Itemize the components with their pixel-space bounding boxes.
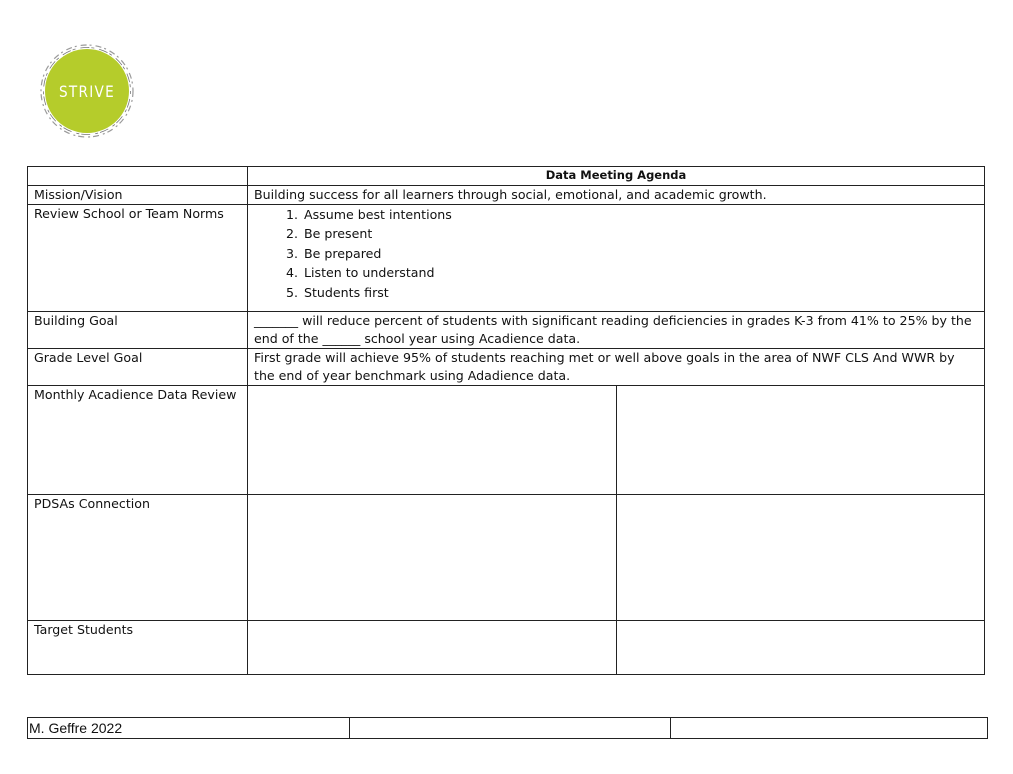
pdsas-cell-right[interactable] xyxy=(616,495,985,621)
norm-item: 1. Assume best intentions xyxy=(302,205,978,224)
pdsas-label: PDSAs Connection xyxy=(28,495,248,621)
norms-label: Review School or Team Norms xyxy=(28,205,248,312)
norms-row xyxy=(28,205,985,312)
monthly-review-cell-left[interactable] xyxy=(248,386,617,495)
norm-item: 2. Be present xyxy=(302,224,978,243)
norm-item: 5. Students first xyxy=(302,283,978,302)
title-row-blank-cell xyxy=(28,167,248,186)
strive-logo xyxy=(38,44,136,138)
target-students-cell-right[interactable] xyxy=(616,621,985,675)
target-students-cell-left[interactable] xyxy=(248,621,617,675)
footer-table xyxy=(27,717,988,739)
mission-row xyxy=(28,186,985,205)
title-row xyxy=(28,167,985,186)
building-goal-text: _______ will reduce percent of students with significant reading deficiencies in grades K-3 from 41% to 25% by the end of the ______ school year using Acadience data. xyxy=(248,312,985,349)
footer-cell-right xyxy=(671,718,988,739)
grade-goal-label: Grade Level Goal xyxy=(28,349,248,386)
target-students-label: Target Students xyxy=(28,621,248,675)
norm-item: 4. Listen to understand xyxy=(302,263,978,282)
building-goal-row xyxy=(28,312,985,349)
norm-item: 3. Be prepared xyxy=(302,244,978,263)
mission-label: Mission/Vision xyxy=(28,186,248,205)
agenda-table xyxy=(27,166,985,675)
grade-goal-text: First grade will achieve 95% of students reaching met or well above goals in the area of NWF CLS And WWR by the end of year benchmark using Adadience data. xyxy=(248,349,985,386)
footer-author: M. Geffre 2022 xyxy=(28,718,350,739)
footer-cell-middle xyxy=(350,718,671,739)
grade-goal-row xyxy=(28,349,985,386)
norms-cell xyxy=(248,205,985,312)
norms-list xyxy=(254,205,978,302)
monthly-review-cell-right[interactable] xyxy=(616,386,985,495)
agenda-title: Data Meeting Agenda xyxy=(248,167,985,186)
pdsas-row xyxy=(28,495,985,621)
monthly-review-label: Monthly Acadience Data Review xyxy=(28,386,248,495)
target-students-row xyxy=(28,621,985,675)
mission-text: Building success for all learners through social, emotional, and academic growth. xyxy=(248,186,985,205)
building-goal-label: Building Goal xyxy=(28,312,248,349)
pdsas-cell-left[interactable] xyxy=(248,495,617,621)
footer-row xyxy=(28,718,988,739)
logo-text: STRIVE xyxy=(59,81,115,101)
monthly-review-row xyxy=(28,386,985,495)
